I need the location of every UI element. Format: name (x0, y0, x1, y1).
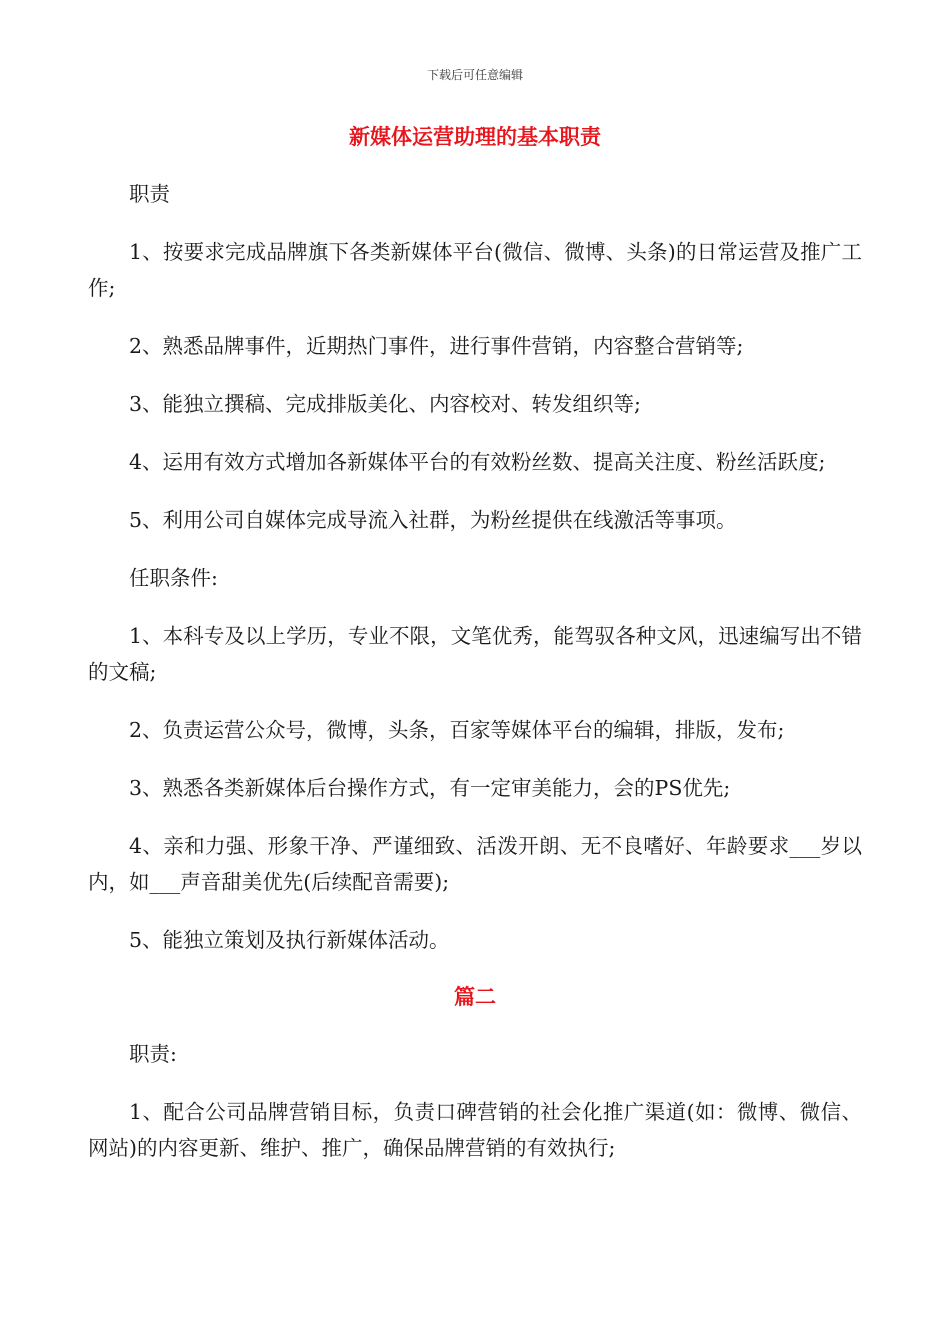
paragraph-duty-1: 1、按要求完成品牌旗下各类新媒体平台(微信、微博、头条)的日常运营及推广工作; (88, 240, 862, 300)
paragraph-duty-4: 4、运用有效方式增加各新媒体平台的有效粉丝数、提高关注度、粉丝活跃度; (129, 450, 826, 474)
paragraph-duties-heading: 职责 (129, 182, 170, 206)
page-header: 下载后可任意编辑 (426, 68, 523, 82)
paragraph-duty-3: 3、能独立撰稿、完成排版美化、内容校对、转发组织等; (129, 392, 641, 416)
paragraph-part-two-duty-1: 1、配合公司品牌营销目标，负责口碑营销的社会化推广渠道(如：微博、微信、网站)的内容更新、维护、推广，确保品牌营销的有效执行; (88, 1100, 862, 1160)
paragraph-requirement-5: 5、能独立策划及执行新媒体活动。 (129, 928, 450, 952)
paragraph-requirement-3: 3、熟悉各类新媒体后台操作方式，有一定审美能力，会的PS优先; (129, 776, 731, 800)
paragraph-requirement-4: 4、亲和力强、形象干净、严谨细致、活泼开朗、无不良嗜好、年龄要求___岁以内，如___声音甜美优先(后续配音需要); (88, 834, 862, 894)
paragraph-duty-2: 2、熟悉品牌事件，近期热门事件，进行事件营销，内容整合营销等; (129, 334, 744, 358)
paragraph-part-two-duties-heading: 职责: (129, 1042, 177, 1066)
paragraph-requirement-2: 2、负责运营公众号，微博，头条，百家等媒体平台的编辑，排版，发布; (129, 718, 785, 742)
document-body (88, 120, 862, 1188)
paragraph-requirement-1: 1、本科专及以上学历，专业不限，文笔优秀，能驾驭各种文风，迅速编写出不错的文稿; (88, 624, 862, 684)
section-title-part-two: 篇二 (454, 984, 496, 1009)
paragraph-requirements-heading: 任职条件: (129, 566, 218, 590)
paragraph-duty-5: 5、利用公司自媒体完成导流入社群，为粉丝提供在线激活等事项。 (129, 508, 737, 532)
document-title: 新媒体运营助理的基本职责 (349, 124, 601, 149)
